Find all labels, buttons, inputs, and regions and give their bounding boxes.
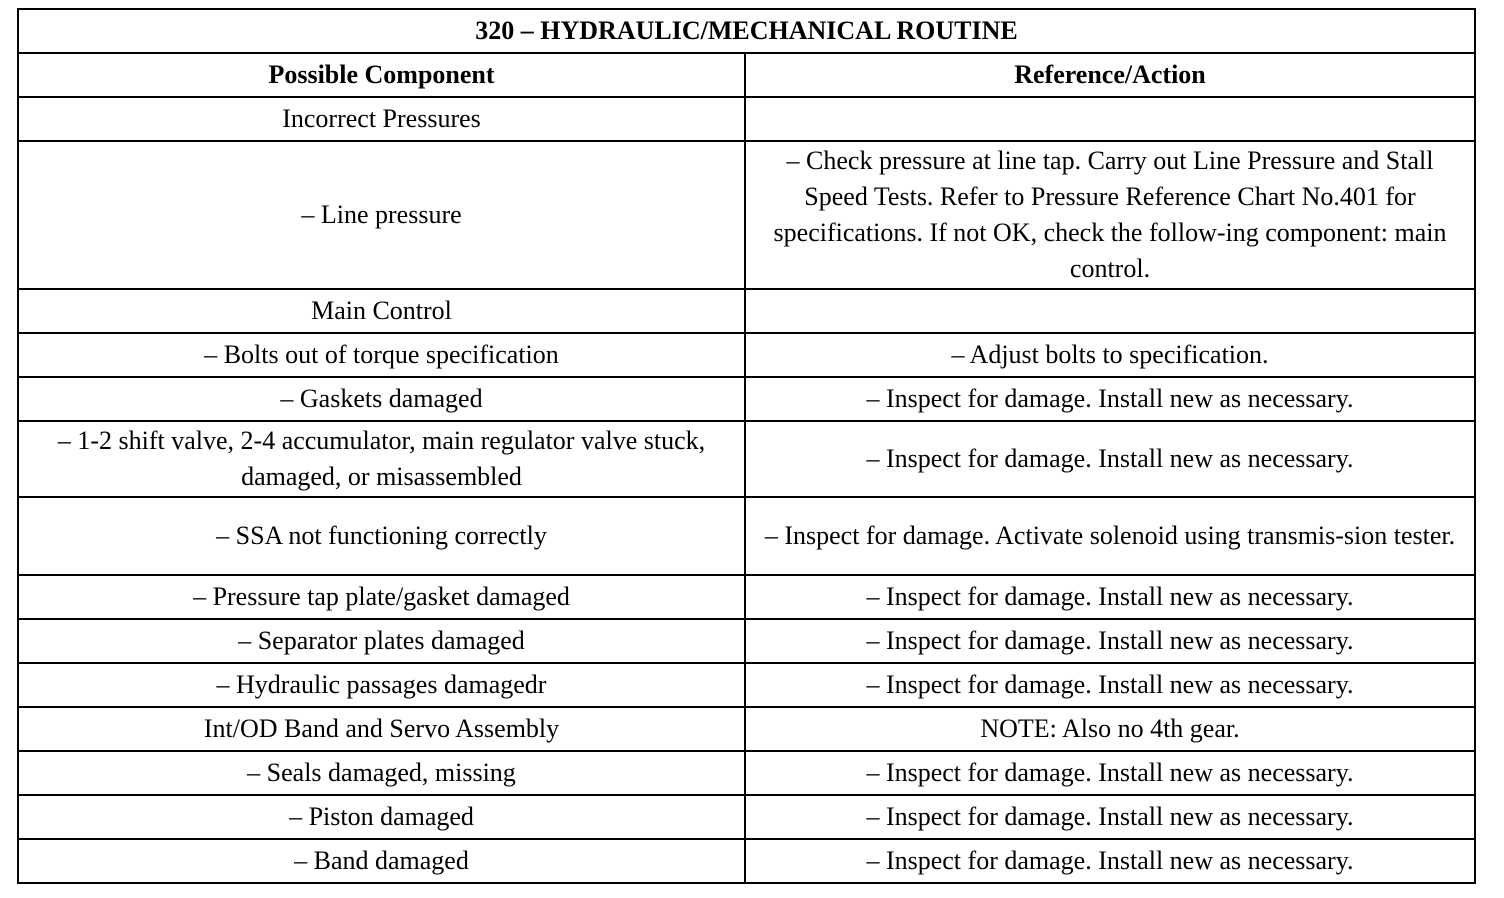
table-row [18,141,1475,289]
action-cell: – Inspect for damage. Install new as necessary. [745,421,1475,497]
table-row [18,619,1475,663]
component-cell: – SSA not functioning correctly [18,497,745,575]
routine-table [17,8,1476,884]
component-cell: – Seals damaged, missing [18,751,745,795]
component-cell: – Piston damaged [18,795,745,839]
action-cell: – Inspect for damage. Install new as necessary. [745,663,1475,707]
table-row [18,795,1475,839]
table-row [18,333,1475,377]
table-row [18,707,1475,751]
component-cell: – Band damaged [18,839,745,883]
column-header-action: Reference/Action [745,53,1475,97]
table-row [18,663,1475,707]
table-row [18,377,1475,421]
table-row [18,289,1475,333]
component-cell: – Line pressure [18,141,745,289]
column-header-component: Possible Component [18,53,745,97]
title-row [18,9,1475,53]
component-cell: – Separator plates damaged [18,619,745,663]
component-cell: Int/OD Band and Servo Assembly [18,707,745,751]
table-row [18,751,1475,795]
action-cell [745,97,1475,141]
table-row [18,97,1475,141]
table-row [18,575,1475,619]
header-row [18,53,1475,97]
table-title: 320 – HYDRAULIC/MECHANICAL ROUTINE [18,9,1475,53]
action-cell: – Inspect for damage. Install new as necessary. [745,751,1475,795]
action-cell: – Adjust bolts to specification. [745,333,1475,377]
component-cell: – Pressure tap plate/gasket damaged [18,575,745,619]
action-cell: – Inspect for damage. Install new as necessary. [745,619,1475,663]
table-row [18,497,1475,575]
action-cell: NOTE: Also no 4th gear. [745,707,1475,751]
table-row [18,839,1475,883]
action-cell: – Inspect for damage. Install new as necessary. [745,575,1475,619]
action-cell: – Inspect for damage. Activate solenoid using transmis-sion tester. [745,497,1475,575]
action-cell: – Inspect for damage. Install new as necessary. [745,795,1475,839]
component-cell: Main Control [18,289,745,333]
component-cell: Incorrect Pressures [18,97,745,141]
action-cell: – Check pressure at line tap. Carry out Line Pressure and Stall Speed Tests. Refer to Pressure Reference Chart No.401 for specifications. If not OK, check the follow-ing component: main control. [745,141,1475,289]
component-cell: – Hydraulic passages damagedr [18,663,745,707]
action-cell: – Inspect for damage. Install new as necessary. [745,839,1475,883]
action-cell [745,289,1475,333]
table-row [18,421,1475,497]
component-cell: – Bolts out of torque specification [18,333,745,377]
action-cell: – Inspect for damage. Install new as necessary. [745,377,1475,421]
component-cell: – 1-2 shift valve, 2-4 accumulator, main regulator valve stuck, damaged, or misassembled [18,421,745,497]
component-cell: – Gaskets damaged [18,377,745,421]
